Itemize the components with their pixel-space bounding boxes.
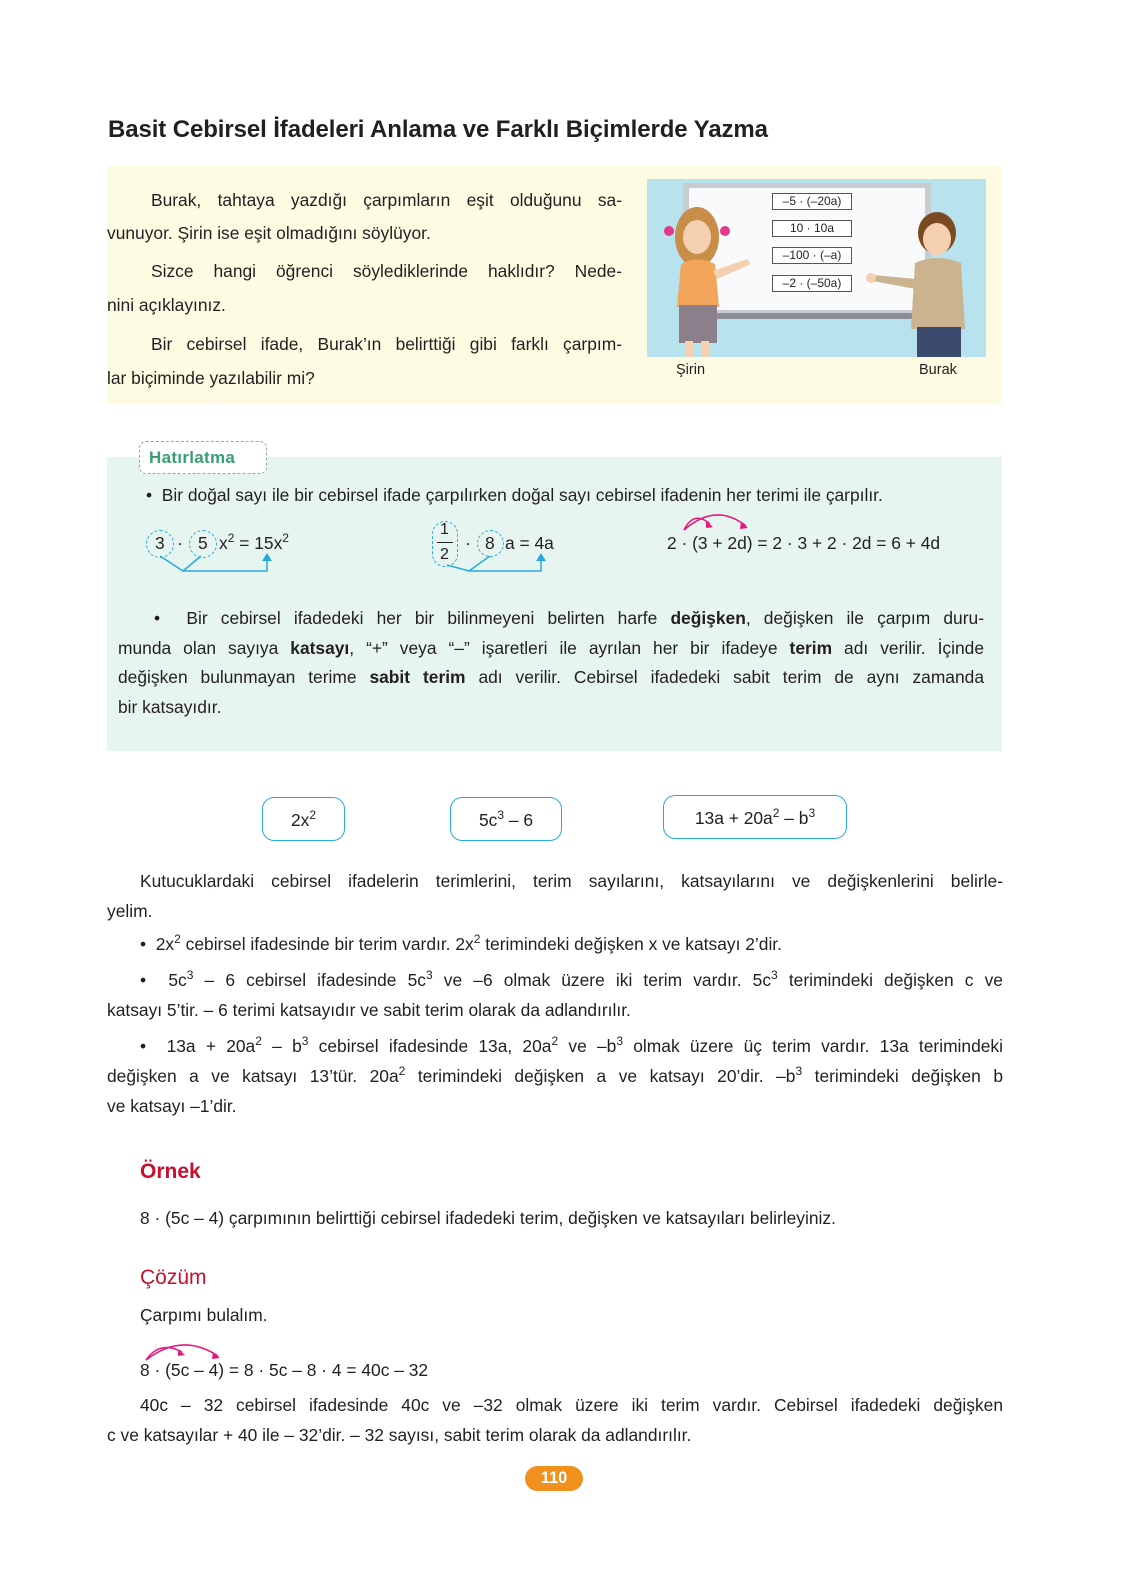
fraction-numerator: 1 [440, 521, 449, 538]
expr-text: 2x [290, 810, 310, 830]
expr-exp: 3 [808, 806, 816, 820]
reminder-bullet-2 [118, 604, 984, 722]
intro-line [107, 255, 622, 287]
rem-bold: değişken [670, 608, 746, 628]
expression-box-2 [450, 797, 562, 841]
ex1-result-exp: 2 [282, 531, 289, 545]
ex2-result: a = 4a [505, 533, 554, 553]
ex2-dot: · [465, 533, 471, 553]
caption-burak: Burak [919, 362, 957, 378]
analysis-intro [107, 866, 1003, 926]
board-item: –5 · (–20a) [772, 193, 852, 210]
bullet-dot: • [154, 608, 187, 628]
ex3-equation: 2 · (3 + 2d) = 2 · 3 + 2 · 2d = 6 + 4d [667, 533, 941, 553]
ex1-arrow [155, 553, 280, 577]
expr-text: 5c [478, 810, 498, 830]
analysis-line: • $2x^2$ cebirsel ifadesinde bir terim vardır. $2x^2$ terimindeki değişken x ve katsayı 2’dir. [140, 932, 782, 954]
analysis-line: • $13a + 20a^2 - b^3$ cebirsel ifadesinde 13a, $20a^2$ ve $-b^3$ olmak üzere üç terim vardır. 13a terimindeki [140, 1034, 1003, 1056]
intro-text: Bir cebirsel ifade, Burak’ın belirttiği gibi farklı çarpım- [151, 334, 622, 354]
ex1-factor: 3 [155, 533, 165, 553]
reminder-tag: Hatırlatma [139, 441, 267, 474]
expression-box-1 [262, 797, 345, 841]
distribution-arrows [676, 506, 756, 534]
analysis-bullet-1 [107, 929, 1003, 959]
board-item: 10 · 10a [772, 220, 852, 237]
analysis-line: yelim. [107, 901, 153, 921]
ex2-coefficient: 8 [485, 533, 495, 553]
intro-line: vunuyor. Şirin ise eşit olmadığını söylüyor. [107, 223, 431, 243]
caption-sirin: Şirin [676, 362, 706, 378]
ex1-coefficient: 5 [198, 533, 208, 553]
rem-text: Bir cebirsel ifadedeki her bir bilinmeyeni belirten harfe [186, 608, 671, 628]
ex1-dot: · [177, 533, 183, 553]
intro-text: Sizce hangi öğrenci söylediklerinde haklıdır? Nede- [151, 261, 622, 281]
intro-text: Burak, tahtaya yazdığı çarpımların eşit olduğunu sa- [151, 190, 622, 210]
expr-text: – b [779, 808, 809, 828]
analysis-line: değişken a ve katsayı 13’tür. $20a^2$ terimindeki değişken a ve katsayı 20’dir. $-b^3$ terimindeki değişken b [107, 1064, 1003, 1086]
ex1-term [219, 533, 289, 554]
rem-text: adı verilir. İçinde [832, 637, 985, 658]
analysis-line: katsayı 5’tir. – 6 terimi katsayıdır ve sabit terim olarak da adlandırılır. [107, 1000, 631, 1020]
rem-line: bir katsayıdır. [118, 696, 222, 717]
reminder-bullet-1 [146, 485, 883, 506]
solution-step: Çarpımı bulalım. [140, 1305, 268, 1325]
page-number-badge: 110 [525, 1466, 583, 1491]
conclusion-line: c ve katsayılar + 40 ile – 32’dir. – 32 sayısı, sabit terim olarak da adlandırılır. [107, 1425, 692, 1445]
example-heading: Örnek [140, 1160, 201, 1183]
solution-conclusion [107, 1390, 1003, 1450]
intro-line: lar biçiminde yazılabilir mi? [107, 368, 315, 388]
bullet-text: Bir doğal sayı ile bir cebirsel ifade çarpılırken doğal sayı cebirsel ifadenin her terimi ile çarpılır. [161, 485, 883, 505]
analysis-bullet-2 [107, 965, 1003, 1025]
rem-text: munda olan sayıya [118, 637, 291, 658]
example-question: 8 · (5c – 4) çarpımının belirttiği cebirsel ifadedeki terim, değişken ve katsayıları belirleyiniz. [140, 1208, 836, 1228]
fraction-denominator: 2 [440, 546, 449, 563]
expr-text: 13a + 20a [694, 808, 773, 828]
whiteboard-illustration [647, 179, 986, 357]
rem-text: , değişken ile çarpım duru- [745, 608, 984, 628]
rem-line [118, 663, 984, 693]
conclusion-line: 40c – 32 cebirsel ifadesinde 40c ve –32 olmak üzere iki terim vardır. Cebirsel ifadedeki değişken [140, 1395, 1003, 1415]
rem-text: adı verilir. Cebirsel ifadedeki sabit terim de aynı zamanda [465, 667, 984, 688]
fraction-bar [437, 542, 453, 543]
expr-exp: 2 [309, 808, 317, 822]
analysis-line: • $5c^3 - 6$ cebirsel ifadesinde $5c^3$ ve –6 olmak üzere iki terim vardır. $5c^3$ terimindeki değişken c ve [140, 968, 1003, 990]
analysis-bullet-3 [107, 1031, 1003, 1121]
expr-exp: 3 [497, 808, 505, 822]
rem-text: değişken bulunmayan terime [118, 667, 370, 688]
rem-bold: terim [789, 637, 833, 658]
ex1-var: x [219, 533, 228, 553]
rem-bold: katsayı [290, 637, 350, 658]
bullet-dot: • [146, 485, 162, 505]
solution-equation: 8 · (5c – 4) = 8 · 5c – 8 · 4 = 40c – 32 [140, 1360, 429, 1380]
intro-line [107, 328, 622, 360]
expression-box-3 [663, 795, 847, 839]
intro-line [107, 184, 622, 216]
board-item: –100 · (–a) [772, 247, 852, 264]
intro-line: nini açıklayınız. [107, 295, 226, 315]
board-item: –2 · (–50a) [772, 275, 852, 292]
solution-heading: Çözüm [140, 1266, 207, 1289]
analysis-line: ve katsayı –1’dir. [107, 1096, 237, 1116]
expr-exp: 2 [772, 806, 780, 820]
page-title: Basit Cebirsel İfadeleri Anlama ve Farklı Biçimlerde Yazma [108, 116, 768, 143]
analysis-line: Kutucuklardaki cebirsel ifadelerin terimlerini, terim sayılarını, katsayılarını ve değişkenlerini belirle- [140, 871, 1003, 891]
rem-bold: sabit terim [369, 667, 466, 688]
expr-text: – 6 [504, 810, 534, 830]
rem-line [118, 604, 984, 634]
rem-line [118, 634, 984, 664]
rem-text: , “+” veya “–” işaretleri ile ayrılan her bir ifadeye [349, 637, 790, 658]
ex1-exp: 2 [227, 531, 235, 545]
ex2-arrow [445, 553, 555, 577]
ex1-result: = 15x [239, 533, 283, 553]
